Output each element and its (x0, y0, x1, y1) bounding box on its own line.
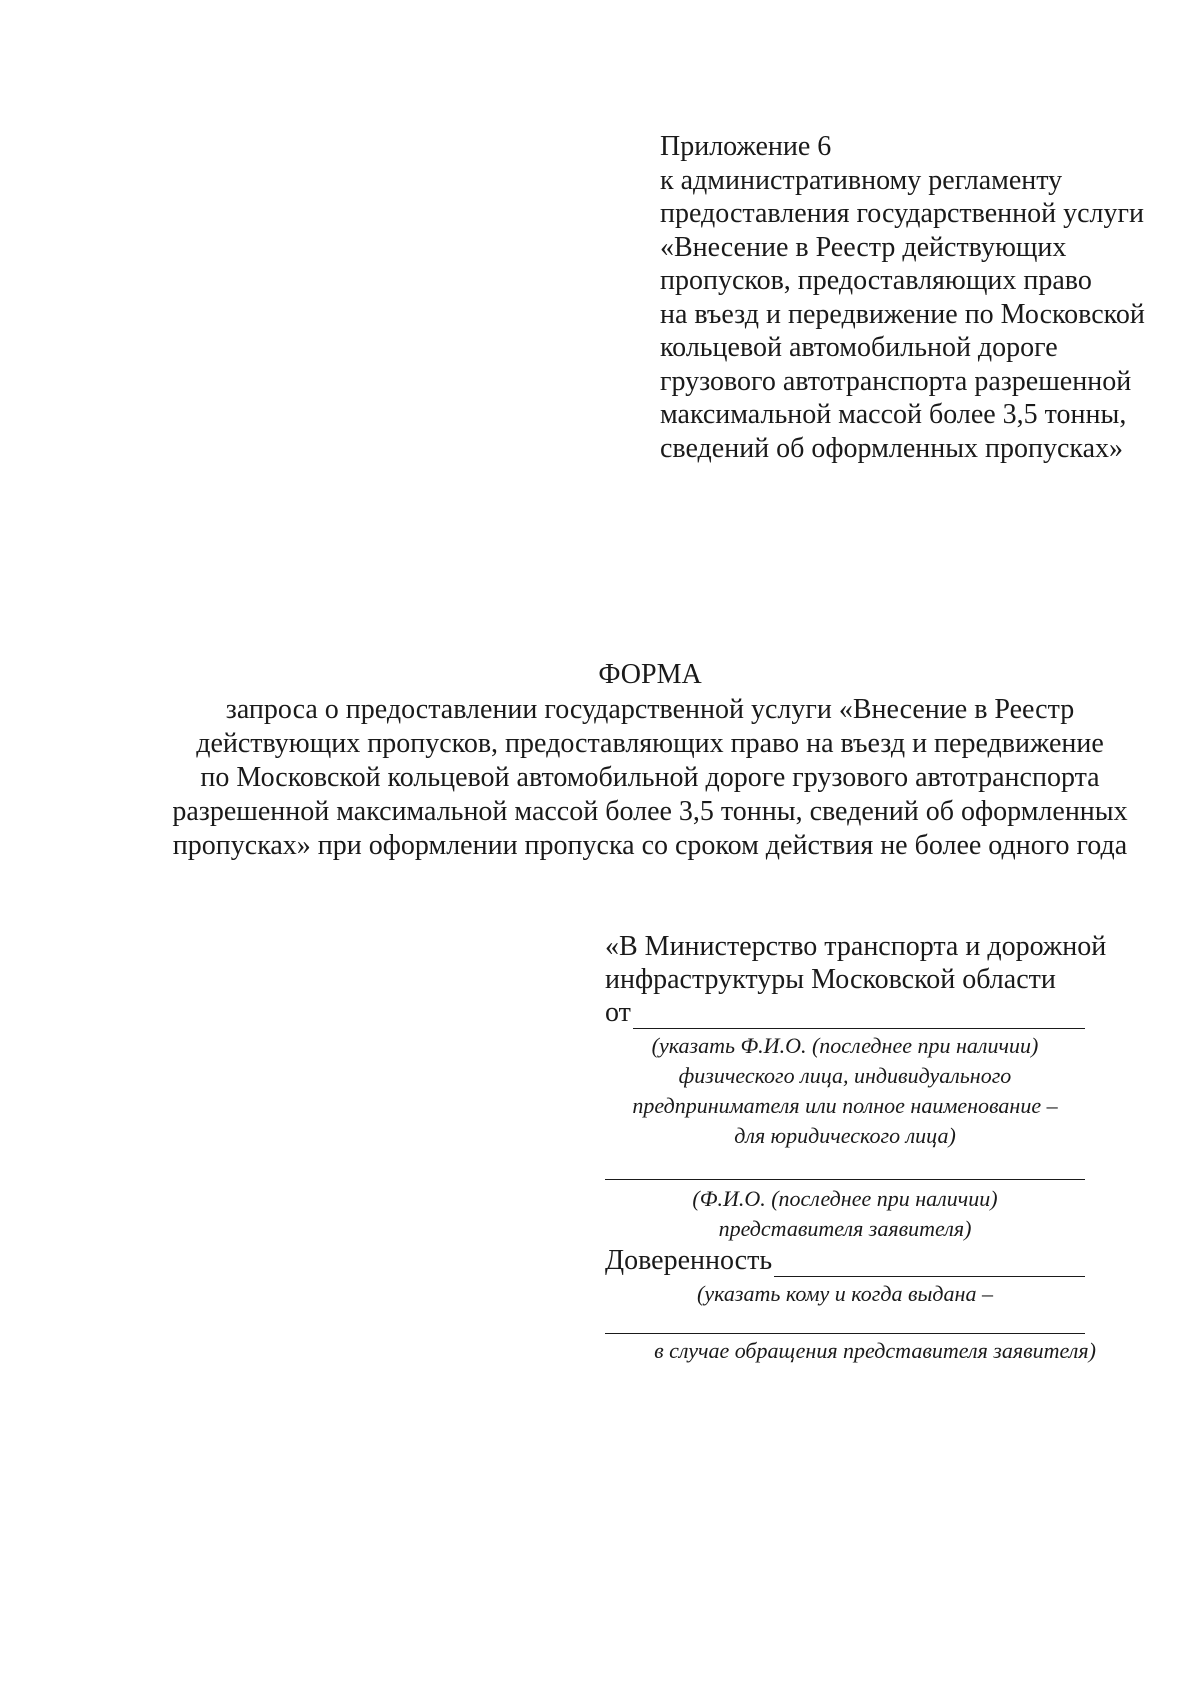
form-subtitle-line: действующих пропусков, предоставляющих право на въезд и передвижение (196, 728, 1104, 759)
form-subtitle-line: разрешенной максимальной массой более 3,5 тонны, сведений об оформленных (172, 796, 1128, 827)
appendix-line: Приложение 6 (660, 131, 832, 162)
appendix-line: к административному регламенту (660, 164, 1063, 196)
appendix-header (660, 130, 1180, 465)
power-of-attorney-label: Доверенность (605, 1245, 773, 1276)
applicant-hint-line: для юридического лица) (734, 1123, 956, 1148)
appendix-line: предоставления государственной услуги (660, 198, 1144, 229)
appendix-line: «Внесение в Реестр действующих (660, 231, 1067, 263)
appendix-line: на въезд и передвижение по Московской (660, 298, 1145, 330)
appendix-line: грузового автотранспорта разрешенной (660, 365, 1132, 397)
appendix-line: сведений об оформленных пропусках» (660, 432, 1124, 464)
appendix-line: пропусков, предоставляющих право (660, 265, 1092, 296)
applicant-hint-line: физического лица, индивидуального (678, 1063, 1012, 1088)
form-subtitle-line: пропусках» при оформлении пропуска со сроком действия не более одного года (172, 830, 1128, 861)
poa-details-blank[interactable] (605, 1311, 1085, 1334)
representative-name-blank[interactable] (605, 1157, 1085, 1180)
applicant-hint-line: предпринимателя или полное наименование – (632, 1093, 1058, 1118)
applicant-hint-line: (указать Ф.И.О. (последнее при наличии) (651, 1033, 1039, 1058)
form-subtitle (140, 693, 1160, 863)
form-subtitle-line: по Московской кольцевой автомобильной дороге грузового автотранспорта (200, 762, 1100, 793)
form-subtitle-line: запроса о предоставлении государственной услуги «Внесение в Реестр (225, 694, 1075, 725)
addressee-to-line: «В Министерство транспорта и дорожной (605, 931, 1107, 962)
addressee-block (605, 930, 1165, 1366)
applicant-name-blank[interactable] (633, 1002, 1085, 1029)
representative-hint-line: представителя заявителя) (718, 1216, 972, 1241)
addressee-to-line: инфраструктуры Московской области (605, 964, 1056, 995)
poa-hint-line: в случае обращения представителя заявителя) (654, 1338, 1096, 1363)
power-of-attorney-blank[interactable] (774, 1250, 1085, 1277)
representative-hint-line: (Ф.И.О. (последнее при наличии) (692, 1186, 998, 1211)
poa-hint-line: (указать кому и когда выдана – (697, 1281, 993, 1306)
applicant-field-row (605, 996, 1085, 1029)
appendix-line: максимальной массой более 3,5 тонны, (660, 399, 1127, 430)
appendix-line: кольцевой автомобильной дороге (660, 332, 1058, 363)
from-label: от (605, 997, 631, 1028)
power-of-attorney-row (605, 1244, 1085, 1277)
form-title: ФОРМА (598, 659, 702, 690)
